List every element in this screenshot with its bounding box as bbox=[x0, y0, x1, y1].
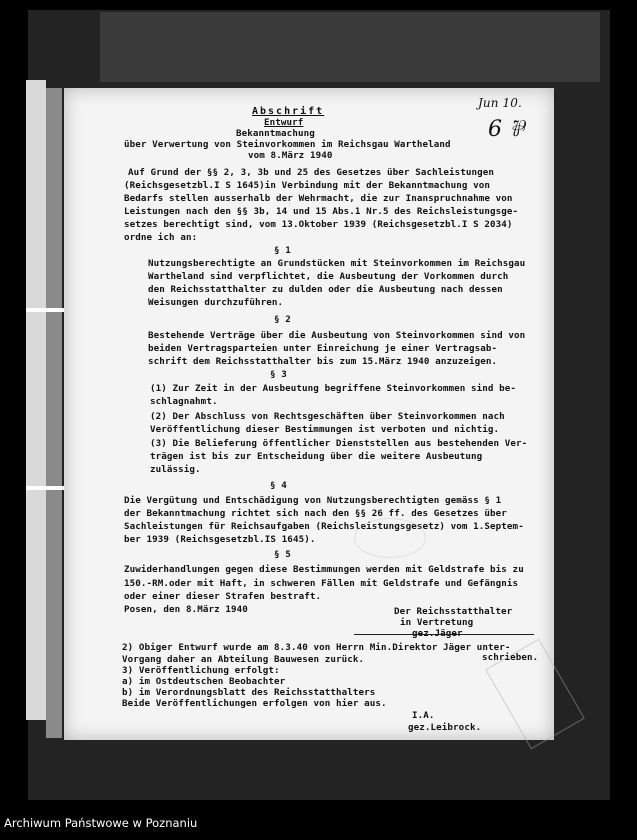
intro-line: Leistungen nach den §§ 3b, 14 und 15 Abs.1 Nr.5 des Reichsleistungsge- bbox=[124, 206, 519, 217]
folder-edge bbox=[46, 88, 62, 738]
intro-line: Bedarfs stellen ausserhalb der Wehrmacht, die zur Inanspruchnahme von bbox=[124, 193, 513, 204]
section-label: § 5 bbox=[274, 549, 291, 560]
section-line: Weisungen durchzuführen. bbox=[148, 297, 284, 308]
intro-line: setzes berechtigt sind, vom 13.Oktober 1939 (Reichsgesetzbl.I S 2034) bbox=[124, 219, 513, 230]
section-line: (1) Zur Zeit in der Ausbeutung begriffene Steinvorkommen sind be- bbox=[150, 383, 517, 394]
section-line: beiden Vertragsparteien unter Einreichung je einer Vertragsab- bbox=[148, 343, 498, 354]
signature-line: Der Reichsstatthalter bbox=[394, 606, 513, 617]
section-label: § 2 bbox=[274, 314, 291, 325]
section-line: (2) Der Abschluss von Rechtsgeschäften über Steinvorkommen nach bbox=[150, 411, 505, 422]
section-line: schlagnahmt. bbox=[150, 396, 218, 407]
section-line: (3) Die Belieferung öffentlicher Dienststellen aus bestehenden Ver- bbox=[150, 438, 528, 449]
section-line: trägen ist bis zur Entscheidung über die weitere Ausbeutung bbox=[150, 451, 483, 462]
section-line: Bestehende Verträge über die Ausbeutung von Steinvorkommen sind von bbox=[148, 330, 526, 341]
note-line: Beide Veröffentlichungen erfolgen von hier aus. bbox=[122, 698, 387, 709]
closing-line: gez.Leibrock. bbox=[408, 722, 482, 733]
handwritten-note: Jun 10. bbox=[478, 96, 522, 110]
section-line: Sachleistungen für Reichsaufgaben (Reichsleistungsgesetz) vom 1.Septem- bbox=[124, 521, 524, 532]
section-line: Wartheland sind verpflichtet, die Ausbeutung der Vorkommen durch bbox=[148, 271, 509, 282]
section-line: Die Vergütung und Entschädigung von Nutzungsberechtigten gemäss § 1 bbox=[124, 495, 502, 506]
document-page bbox=[64, 88, 554, 740]
section-label: § 1 bbox=[274, 245, 291, 256]
section-line: 150.-RM.oder mit Haft, in schweren Fällen mit Geldstrafe und Gefängnis bbox=[124, 578, 519, 589]
archive-label: Archiwum Państwowe w Poznaniu bbox=[4, 816, 198, 830]
note-line: b) im Verordnungsblatt des Reichsstatthalters bbox=[122, 687, 376, 698]
section-line: Veröffentlichung dieser Bestimmungen ist verboten und nichtig. bbox=[150, 424, 500, 435]
place-date: Posen, den 8.März 1940 bbox=[124, 604, 248, 615]
draft-label: Entwurf bbox=[264, 117, 304, 128]
note-line: a) im Ostdeutschen Beobachter bbox=[122, 676, 286, 687]
archive-footer bbox=[0, 806, 637, 840]
signature-line: in Vertretung bbox=[400, 617, 474, 628]
separator-line bbox=[354, 634, 534, 635]
section-line: Nutzungsberechtigte an Grundstücken mit Steinvorkommen im Reichsgau bbox=[148, 258, 526, 269]
document-title: Abschrift bbox=[252, 106, 325, 117]
scan-background-top bbox=[100, 12, 600, 82]
handwritten-number: 6 ⅌ bbox=[488, 117, 524, 142]
section-line: oder einer dieser Strafen bestraft. bbox=[124, 591, 322, 602]
section-label: § 4 bbox=[270, 480, 287, 491]
section-line: der Bekanntmachung richtet sich nach den §§ 26 ff. des Gesetzes über bbox=[124, 508, 507, 519]
heading-date: vom 8.März 1940 bbox=[248, 150, 333, 161]
section-line: ber 1939 (Reichsgesetzbl.IS 1645). bbox=[124, 534, 316, 545]
note-line: Vorgang daher an Abteilung Bauwesen zurück. bbox=[122, 654, 365, 665]
section-line: schrift dem Reichsstatthalter bis zum 15.März 1940 anzuzeigen. bbox=[148, 356, 498, 367]
note-line: 3) Veröffentlichung erfolgt: bbox=[122, 665, 280, 676]
heading-subject: über Verwertung von Steinvorkommen im Reichsgau Wartheland bbox=[124, 139, 451, 150]
underlying-page-edge bbox=[26, 80, 46, 720]
faded-stamp bbox=[354, 518, 426, 558]
intro-line: Auf Grund der §§ 2, 3, 3b und 25 des Gesetzes über Sachleistungen bbox=[128, 167, 495, 178]
section-line: den Reichsstatthalter zu dulden oder die Ausbeutung nach dessen bbox=[148, 284, 503, 295]
heading-bekanntmachung: Bekanntmachung bbox=[236, 128, 315, 139]
note-line: 2) Obiger Entwurf wurde am 8.3.40 von Herrn Min.Direktor Jäger unter- bbox=[122, 642, 511, 653]
intro-line: ordne ich an: bbox=[124, 232, 198, 243]
section-label: § 3 bbox=[270, 369, 287, 380]
section-line: Zuwiderhandlungen gegen diese Bestimmungen werden mit Geldstrafe bis zu bbox=[124, 564, 524, 575]
intro-line: (Reichsgesetzbl.I S 1645)in Verbindung mit der Bekanntmachung von bbox=[124, 180, 491, 191]
note-line: schrieben. bbox=[482, 652, 539, 663]
closing-line: I.A. bbox=[412, 710, 435, 721]
signature-line: gez.Jäger bbox=[412, 628, 463, 639]
section-line: zulässig. bbox=[150, 464, 201, 475]
